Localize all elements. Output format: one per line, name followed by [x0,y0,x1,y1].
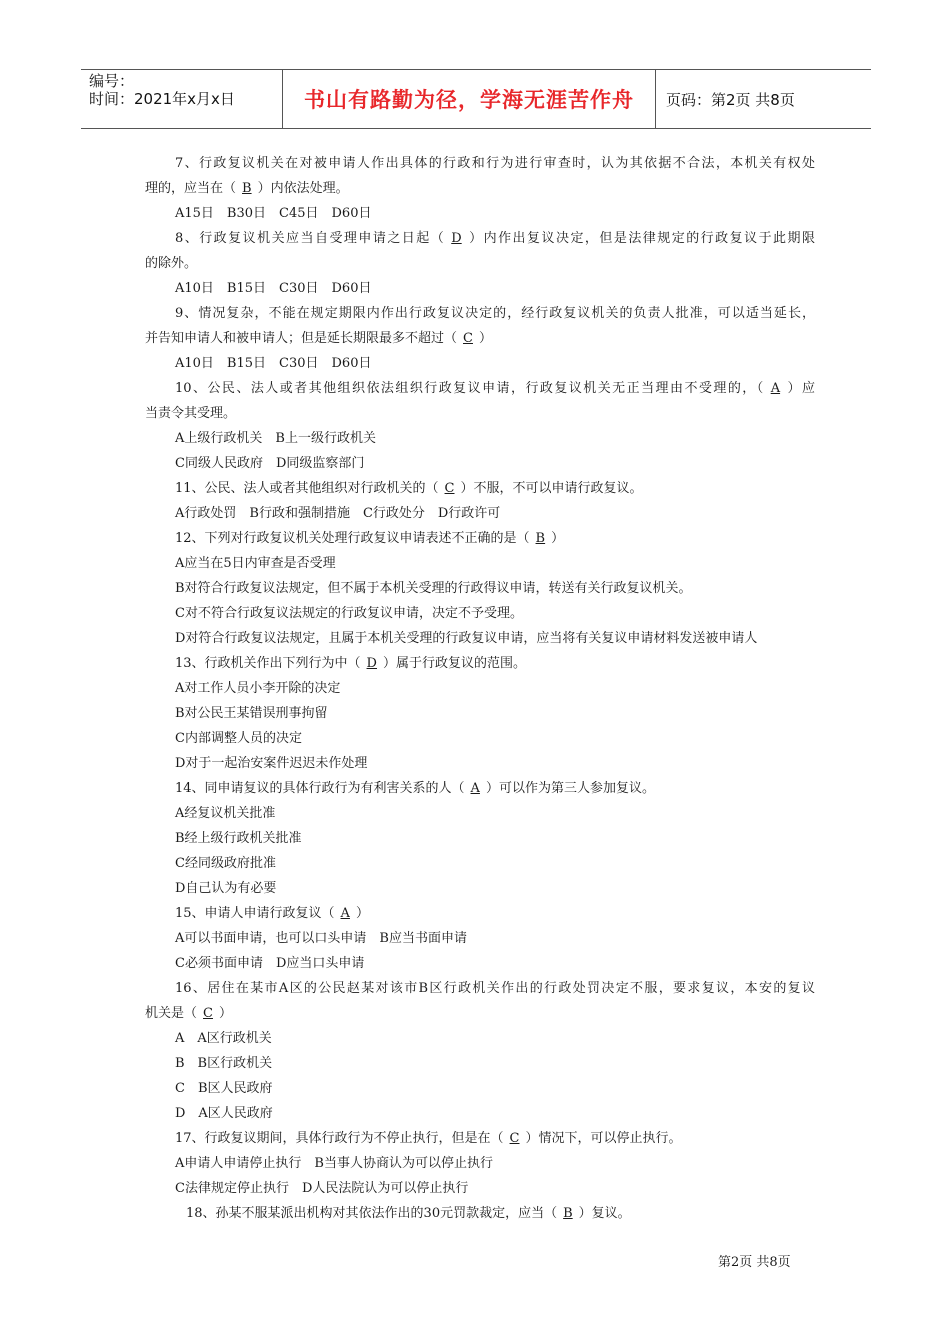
header-motto: 书山有路勤为径，学海无涯苦作舟 [282,70,656,128]
text-line: 机关是（ C ） [145,1004,815,1024]
text-line: 13、行政机关作出下列行为中（ D ）属于行政复议的范围。 [175,654,815,674]
text-line: 14、同申请复议的具体行政行为有利害关系的人（ A ）可以作为第三人参加复议。 [175,779,815,799]
text-line: 理的，应当在（ B ）内依法处理。 [145,179,815,199]
options-line: D对符合行政复议法规定，且属于本机关受理的行政复议申请，应当将有关复议申请材料发送被申请人 [175,631,758,646]
answer-blank: C [463,331,473,346]
options-line: B对公民王某错误刑事拘留 [175,706,328,721]
number-label: 编号： [89,72,135,90]
options-line: A10日 B15日 C30日 D60日 [175,356,372,371]
answer-blank: D [451,231,462,246]
options-line: C同级人民政府 D同级监察部门 [175,456,365,471]
options-line: B B区行政机关 [175,1056,273,1071]
text-line: 11、公民、法人或者其他组织对行政机关的（ C ）不服，不可以申请行政复议。 [175,479,815,499]
options-line: A上级行政机关 B上一级行政机关 [175,431,376,446]
options-line: A可以书面申请，也可以口头申请 B应当书面申请 [175,931,467,946]
text-line: 17、行政复议期间，具体行政行为不停止执行，但是在（ C ）情况下，可以停止执行。 [175,1129,815,1149]
text-line: 10、公民、法人或者其他组织依法组织行政复议申请，行政复议机关无正当理由不受理的，（ A ）应 [175,379,815,399]
answer-blank: C [203,1006,213,1021]
options-line: A15日 B30日 C45日 D60日 [175,206,372,221]
answer-blank: C [509,1131,520,1146]
answer-blank: C [444,481,455,496]
options-line: D对于一起治安案件迟迟未作处理 [175,756,368,771]
answer-blank: A [340,906,350,921]
options-line: D自己认为有必要 [175,881,277,896]
answer-blank: B [535,531,546,546]
options-line: C对不符合行政复议法规定的行政复议申请，决定不予受理。 [175,606,523,621]
text-line: 的除外。 [145,256,198,271]
text-line: 15、申请人申请行政复议（ A ） [175,904,815,924]
options-line: C经同级政府批准 [175,856,276,871]
text-line: 当责令其受理。 [145,406,237,421]
options-line: A10日 B15日 C30日 D60日 [175,281,372,296]
options-line: A对工作人员小李开除的决定 [175,681,341,696]
answer-blank: D [366,656,377,671]
answer-blank: A [470,781,480,796]
options-line: A行政处罚 B行政和强制措施 C行政处分 D行政许可 [175,506,501,521]
text-line: 8、行政复议机关应当自受理申请之日起（ D ）内作出复议决定，但是法律规定的行政复议于此期限 [175,229,815,249]
options-line: C内部调整人员的决定 [175,731,302,746]
options-line: A应当在5日内审查是否受理 [175,556,336,571]
text-line: 并告知申请人和被申请人；但是延长期限最多不超过（ C ） [145,329,815,349]
options-line: B经上级行政机关批准 [175,831,302,846]
options-line: A经复议机关批准 [175,806,276,821]
options-line: A申请人申请停止执行 B当事人协商认为可以停止执行 [175,1156,493,1171]
text-line: 12、下列对行政复议机关处理行政复议申请表述不正确的是（ B ） [175,529,815,549]
options-line: A A区行政机关 [175,1031,272,1046]
options-line: C必须书面申请 D应当口头申请 [175,956,365,971]
page-footer: 第2页 共8页 [718,1255,791,1270]
answer-blank: B [563,1206,573,1221]
answer-blank: B [242,181,252,196]
page-header [81,69,871,129]
options-line: B对符合行政复议法规定，但不属于本机关受理的行政得议申请，转送有关行政复议机关。 [175,581,692,596]
time-label: 时间：2021年x月x日 [89,90,235,108]
options-line: D A区人民政府 [175,1106,273,1121]
text-line: 7、行政复议机关在对被申请人作出具体的行政和行为进行审查时，认为其依据不合法，本机关有权处 [175,156,815,171]
text-line: 16、居住在某市A区的公民赵某对该市B区行政机关作出的行政处罚决定不服，要求复议，本安的复议 [175,981,815,996]
header-page-label: 页码：第2页 共8页 [666,90,795,109]
options-line: C法律规定停止执行 D人民法院认为可以停止执行 [175,1181,469,1196]
answer-blank: A [770,381,781,396]
header-info-cell [81,70,282,128]
options-line: C B区人民政府 [175,1081,273,1096]
text-line: 18、孙某不服某派出机构对其依法作出的30元罚款裁定，应当（ B ）复议。 [186,1204,816,1224]
text-line: 9、情况复杂，不能在规定期限内作出行政复议决定的，经行政复议机关的负责人批准，可以适当延长， [175,306,815,321]
